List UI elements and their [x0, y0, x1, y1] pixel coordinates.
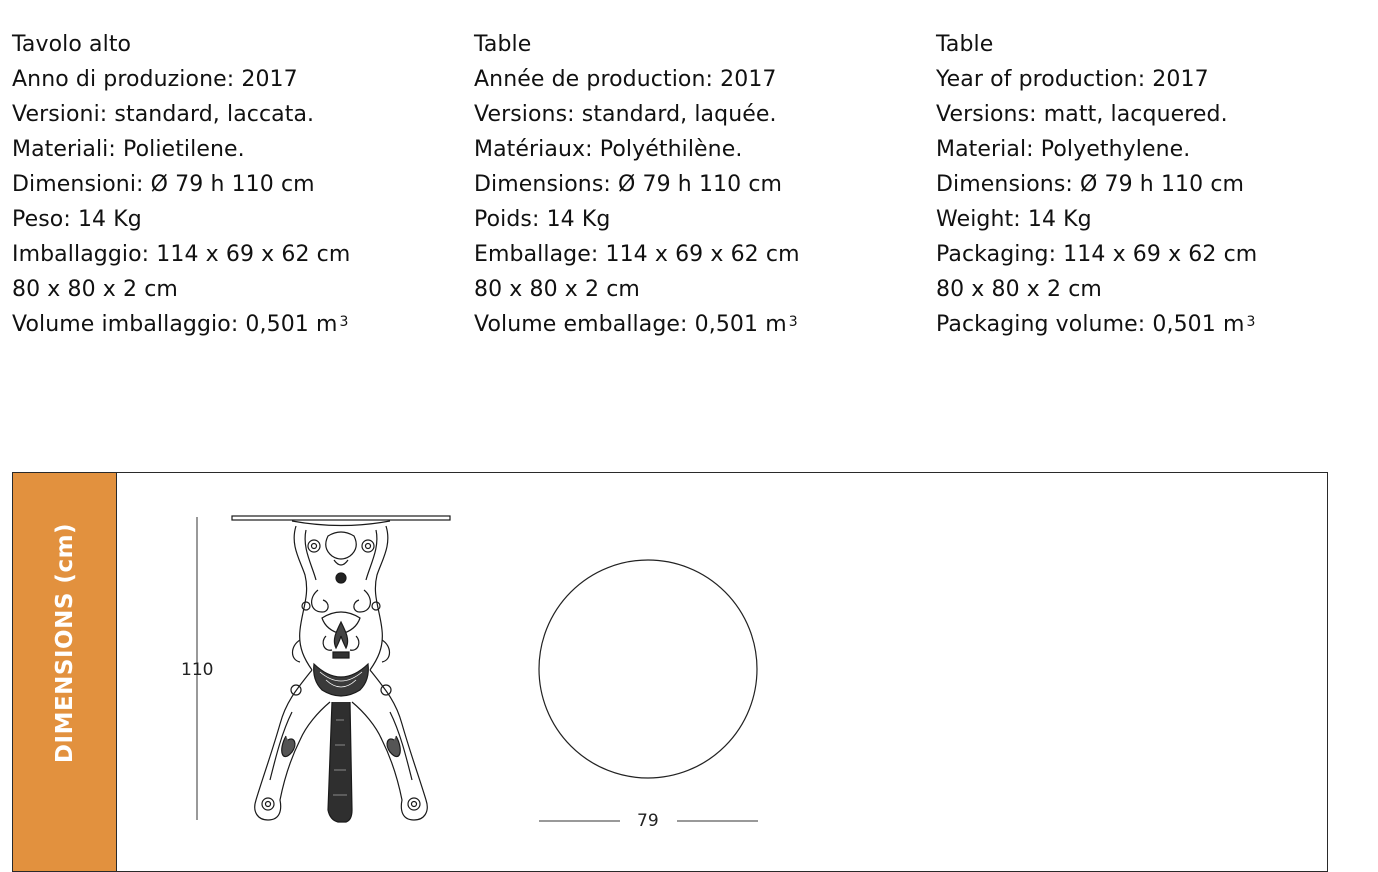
- spec-packaging-extra: 80 x 80 x 2 cm: [474, 277, 640, 302]
- spec-versions: Versions: standard, laquée.: [474, 102, 777, 127]
- spec-column-english: [936, 27, 1376, 342]
- spec-materials: Materiali: Polietilene.: [12, 137, 245, 162]
- spec-year: Année de production: 2017: [474, 67, 777, 92]
- spec-packaging-extra: 80 x 80 x 2 cm: [12, 277, 178, 302]
- spec-title: Tavolo alto: [12, 32, 132, 57]
- spec-materials: Material: Polyethylene.: [936, 137, 1191, 162]
- spec-weight: Weight: 14 Kg: [936, 207, 1092, 232]
- spec-weight: Poids: 14 Kg: [474, 207, 611, 232]
- spec-column-french: [474, 27, 914, 342]
- spec-volume-label: Volume imballaggio: 0,501 m: [12, 312, 338, 337]
- spec-year: Year of production: 2017: [936, 67, 1209, 92]
- spec-packaging: Emballage: 114 x 69 x 62 cm: [474, 242, 800, 267]
- spec-volume-exponent: 3: [339, 314, 349, 330]
- spec-packaging-extra: 80 x 80 x 2 cm: [936, 277, 1102, 302]
- height-dimension-label: 110: [181, 660, 214, 680]
- spec-dimensions: Dimensions: Ø 79 h 110 cm: [936, 172, 1245, 197]
- spec-packaging: Imballaggio: 114 x 69 x 62 cm: [12, 242, 351, 267]
- spec-title: Table: [936, 32, 994, 57]
- spec-year: Anno di produzione: 2017: [12, 67, 298, 92]
- spec-versions: Versions: matt, lacquered.: [936, 102, 1228, 127]
- spec-volume: [936, 307, 1376, 342]
- spec-dimensions: Dimensioni: Ø 79 h 110 cm: [12, 172, 315, 197]
- dimensions-tab: [13, 473, 117, 871]
- spec-volume: [474, 307, 914, 342]
- spec-volume-label: Packaging volume: 0,501 m: [936, 312, 1245, 337]
- spec-weight: Peso: 14 Kg: [12, 207, 142, 232]
- spec-volume-label: Volume emballage: 0,501 m: [474, 312, 787, 337]
- spec-title: Table: [474, 32, 532, 57]
- diameter-dimension-label: 79: [637, 811, 659, 831]
- spec-column-italian: [12, 27, 452, 342]
- spec-materials: Matériaux: Polyéthilène.: [474, 137, 743, 162]
- spec-packaging: Packaging: 114 x 69 x 62 cm: [936, 242, 1258, 267]
- dimensions-tab-label: DIMENSIONS (cm): [52, 522, 78, 764]
- spec-versions: Versioni: standard, laccata.: [12, 102, 315, 127]
- spec-dimensions: Dimensions: Ø 79 h 110 cm: [474, 172, 783, 197]
- spec-volume-exponent: 3: [788, 314, 798, 330]
- spec-volume: [12, 307, 452, 342]
- spec-volume-exponent: 3: [1246, 314, 1256, 330]
- spec-columns: [12, 27, 1378, 357]
